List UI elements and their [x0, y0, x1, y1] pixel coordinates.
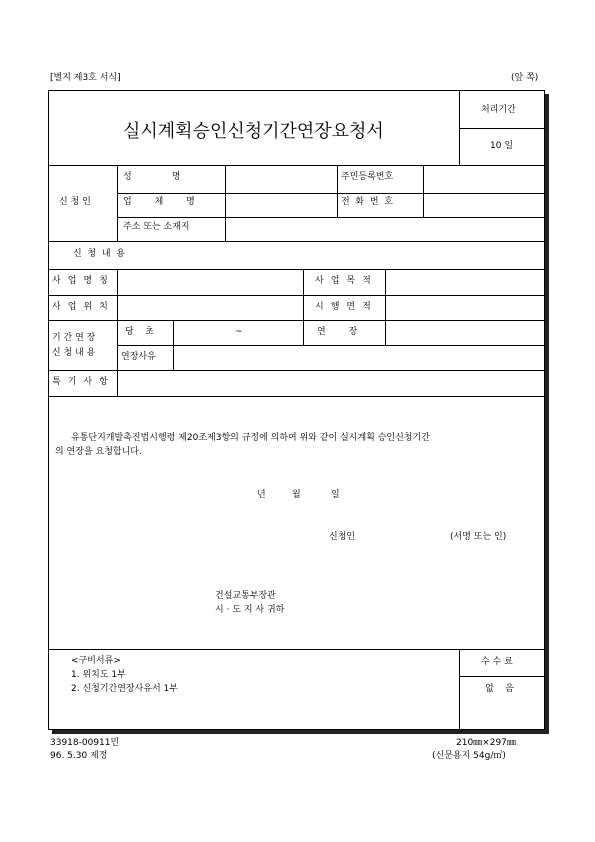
divider — [423, 165, 424, 217]
extension-reason-label: 연장사유 — [121, 352, 156, 362]
form-code: 33918-00911민 — [50, 738, 120, 748]
form-number: [별지 제3호 서식] — [50, 73, 121, 83]
extension-label-line2: 신 청 내 용 — [52, 348, 96, 358]
divider — [459, 676, 546, 677]
signature-label: (서명 또는 인) — [450, 532, 507, 542]
date-day-label: 일 — [331, 490, 340, 500]
paper-type: (신문용지 54g/㎡) — [432, 751, 506, 761]
request-details-header: 신 청 내 용 — [73, 249, 125, 259]
recipient-line-1: 건설교통부장관 — [215, 591, 276, 601]
divider — [385, 269, 386, 345]
phone-number-label: 전 화 번 호 — [341, 197, 393, 207]
original-period-label: 당 초 — [125, 327, 154, 337]
fee-label: 수 수 료 — [481, 657, 513, 667]
divider — [173, 320, 174, 370]
divider — [459, 128, 546, 129]
divider — [49, 241, 546, 242]
attachments-header: <구비서류> — [71, 656, 121, 666]
project-name-label: 사업명칭 — [52, 276, 115, 286]
statement-line-1: 유통단지개발촉진법시행령 제20조제3항의 규정에 의하여 위와 같이 실시계획 승인신청기간 — [71, 433, 430, 443]
divider — [49, 269, 546, 270]
paper-size: 210㎜×297㎜ — [456, 738, 516, 748]
divider — [117, 345, 546, 346]
divider — [117, 217, 546, 218]
attachment-item: 1. 위치도 1부 — [71, 670, 126, 680]
project-area-label: 시행면적 — [315, 302, 378, 312]
special-notes-label: 특기사항 — [52, 377, 115, 387]
attachment-item: 2. 신청기간연장사유서 1부 — [71, 684, 178, 694]
divider — [117, 193, 546, 194]
project-location-label: 사업위치 — [52, 302, 115, 312]
divider — [49, 165, 546, 166]
divider — [337, 165, 338, 217]
date-month-label: 월 — [292, 490, 301, 500]
divider — [225, 165, 226, 241]
page-side-label: (앞 쪽) — [511, 73, 539, 83]
resident-number-label: 주민등록번호 — [341, 172, 394, 182]
extended-period-label: 연 장 — [317, 327, 358, 337]
business-name-label: 업 체 명 — [123, 197, 195, 207]
form-title: 실시계획승인신청기간연장요청서 — [123, 121, 384, 142]
divider — [303, 269, 304, 345]
statement-line-2: 의 연장을 요청합니다. — [55, 447, 142, 457]
divider — [49, 649, 546, 650]
divider — [49, 396, 546, 397]
divider — [117, 165, 118, 241]
date-year-label: 년 — [257, 490, 266, 500]
divider — [49, 295, 546, 296]
enactment-date: 96. 5.30 제정 — [50, 751, 108, 761]
divider — [49, 320, 546, 321]
divider — [49, 370, 546, 371]
name-label: 성 명 — [123, 172, 181, 182]
address-label: 주소 또는 소재지 — [123, 222, 190, 232]
project-purpose-label: 사업목적 — [315, 276, 378, 286]
fee-value: 없 음 — [485, 684, 514, 694]
application-form — [48, 90, 545, 730]
divider — [117, 269, 118, 396]
processing-period-label: 처리기간 — [481, 105, 516, 115]
divider — [459, 91, 460, 165]
extension-label-line1: 기 간 연 장 — [52, 333, 96, 343]
recipient-line-2: 시 · 도 지 사 귀하 — [215, 605, 285, 615]
divider — [459, 649, 460, 731]
signer-label: 신청인 — [329, 532, 356, 542]
processing-period-value: 10 일 — [490, 141, 514, 151]
applicant-section-label: 신 청 인 — [59, 197, 91, 207]
period-tilde: ~ — [235, 327, 243, 337]
